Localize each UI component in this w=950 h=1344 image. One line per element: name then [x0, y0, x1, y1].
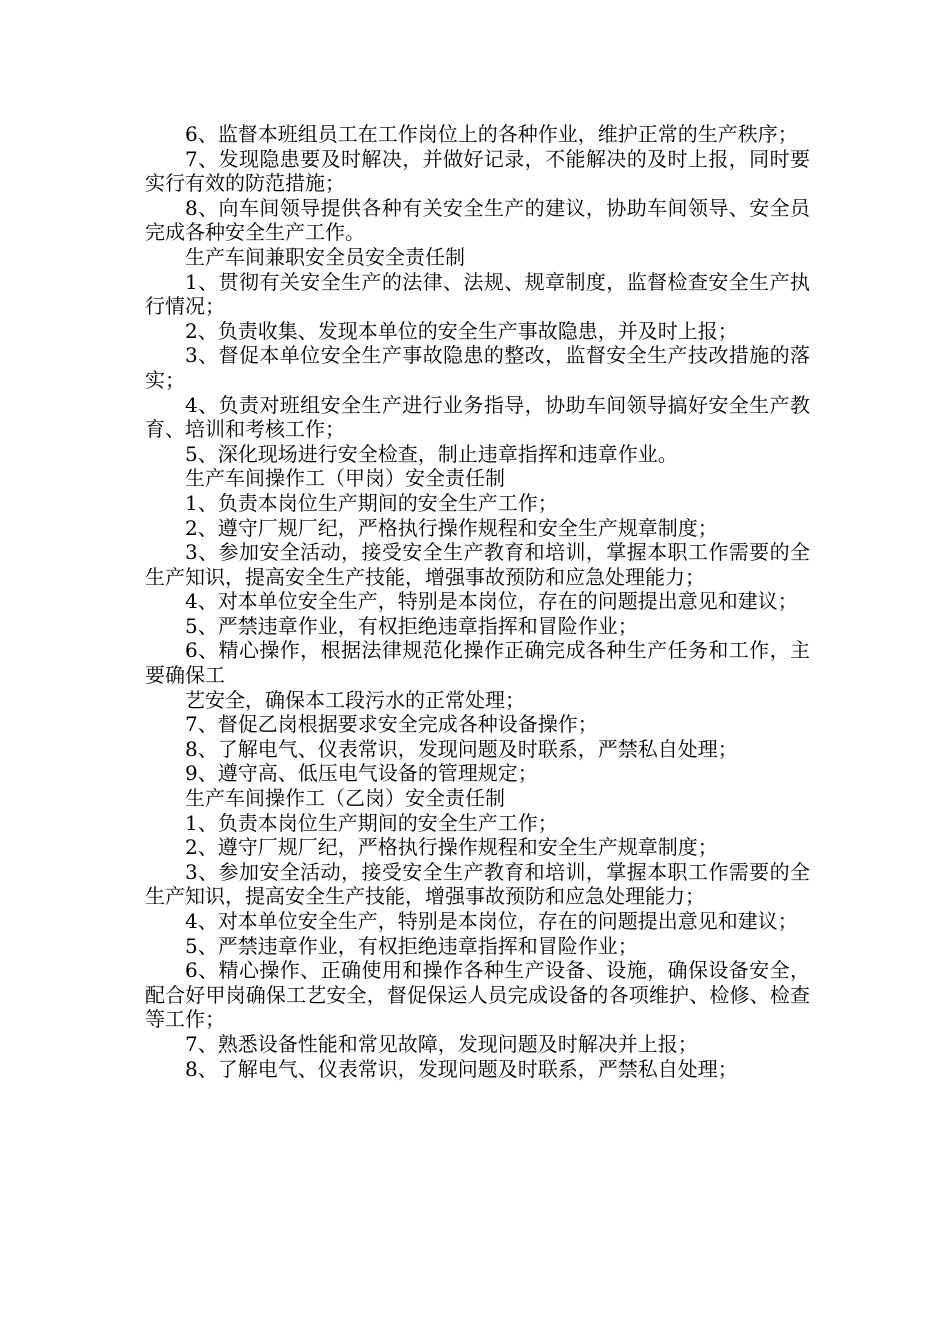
section-heading-safety-officer: 生产车间兼职安全员安全责任制 — [185, 244, 465, 269]
paragraph-item-9-voltage: 9、遵守高、低压电气设备的管理规定； — [185, 761, 538, 786]
paragraph-item-8-electrical: 8、了解电气、仪表常识，发现问题及时联系，严禁私自处理； — [185, 736, 738, 761]
paragraph-item-3-rectify: 3、督促本单位安全生产事故隐患的整改，监督安全生产技改措施的落实； — [145, 343, 810, 392]
paragraph-item-4-opinions-b: 4、对本单位安全生产，特别是本岗位，存在的问题提出意见和建议； — [185, 909, 798, 933]
paragraph-item-8-electrical-b: 8、了解电气、仪表常识，发现问题及时联系，严禁私自处理； — [185, 1056, 738, 1081]
paragraph-item-2-rules: 2、遵守厂规厂纪，严格执行操作规程和安全生产规章制度； — [185, 515, 718, 540]
paragraph-item-5-forbid-b: 5、严禁违章作业，有权拒绝违章指挥和冒险作业； — [185, 933, 638, 958]
paragraph-item-2-collect: 2、负责收集、发现本单位的安全生产事故隐患，并及时上报； — [185, 318, 738, 343]
section-heading-operator-b: 生产车间操作工（乙岗）安全责任制 — [185, 786, 505, 811]
paragraph-item-3-training-b: 3、参加安全活动，接受安全生产教育和培训，掌握本职工作需要的全生产知识，提高安全生产技能，增强事故预防和应急处理能力； — [145, 859, 810, 909]
paragraph-item-3-training: 3、参加安全活动，接受安全生产教育和培训，掌握本职工作需要的全生产知识，提高安全生产技能，增强事故预防和应急处理能力； — [145, 540, 810, 589]
paragraph-item-7-supervise-b: 7、督促乙岗根据要求安全完成各种设备操作； — [185, 712, 598, 737]
paragraph-item-7-hazards: 7、发现隐患要及时解决，并做好记录，不能解决的及时上报，同时要实行有效的防范措施； — [145, 146, 810, 196]
paragraph-item-5-inspection: 5、深化现场进行安全检查，制止违章指挥和违章作业。 — [185, 441, 678, 466]
paragraph-item-8-suggestions: 8、向车间领导提供各种有关安全生产的建议，协助车间领导、安全员完成各种安全生产工作。 — [145, 195, 810, 245]
paragraph-item-4-guidance: 4、负责对班组安全生产进行业务指导，协助车间领导搞好安全生产教育、培训和考核工作； — [145, 392, 810, 442]
paragraph-continuation-process-safety: 艺安全，确保本工段污水的正常处理； — [185, 687, 525, 712]
document-page — [145, 122, 810, 1081]
paragraph-item-6-equipment: 6、精心操作、正确使用和操作各种生产设备、设施，确保设备安全，配合好甲岗确保工艺安全，督促保运人员完成设备的各项维护、检修、检查等工作； — [145, 958, 810, 1032]
paragraph-item-6-supervise: 6、监督本班组员工在工作岗位上的各种作业，维护正常的生产秩序； — [185, 122, 798, 146]
paragraph-item-1-laws: 1、贯彻有关安全生产的法律、法规、规章制度，监督检查安全生产执行情况； — [145, 269, 810, 319]
section-heading-operator-a: 生产车间操作工（甲岗）安全责任制 — [185, 466, 505, 491]
paragraph-item-6-careful-operation: 6、精心操作，根据法律规范化操作正确完成各种生产任务和工作，主要确保工 — [145, 638, 810, 688]
paragraph-item-4-opinions: 4、对本单位安全生产，特别是本岗位，存在的问题提出意见和建议； — [185, 589, 798, 614]
paragraph-item-2-rules-b: 2、遵守厂规厂纪，严格执行操作规程和安全生产规章制度； — [185, 835, 718, 860]
paragraph-item-7-faults: 7、熟悉设备性能和常见故障，发现问题及时解决并上报； — [185, 1031, 698, 1056]
paragraph-item-1-responsible: 1、负责本岗位生产期间的安全生产工作； — [185, 490, 558, 515]
paragraph-item-5-forbid: 5、严禁违章作业，有权拒绝违章指挥和冒险作业； — [185, 613, 638, 638]
paragraph-item-1-responsible-b: 1、负责本岗位生产期间的安全生产工作； — [185, 810, 558, 835]
